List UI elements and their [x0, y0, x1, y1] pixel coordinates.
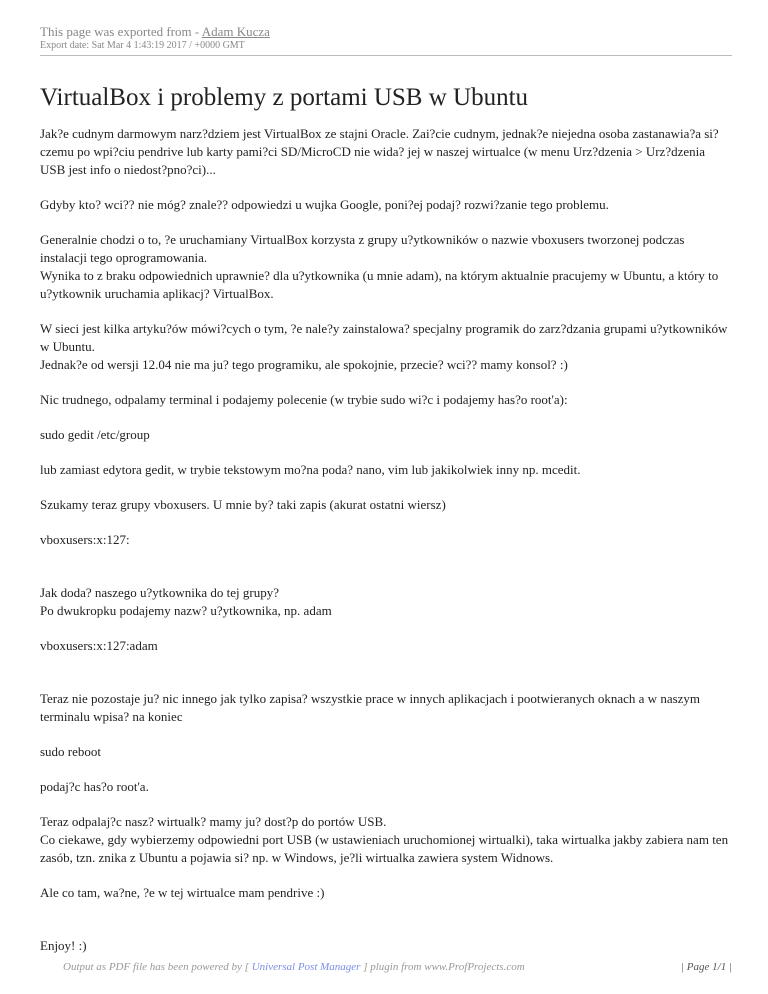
paragraph-explanation: Generalnie chodzi o to, ?e uruchamiany VirtualBox korzysta z grupy u?ytkowników o nazwie vboxusers tworzonej podczas instalacji tego oprogramowania. — [40, 232, 685, 265]
footer-note — [63, 961, 525, 973]
plugin-link[interactable]: Universal Post Manager — [251, 961, 361, 973]
command-reboot: sudo reboot — [40, 744, 102, 759]
paragraph-solution-intro: Gdyby kto? wci?? nie móg? znale?? odpowiedzi u wujka Google, poni?ej podaj? rozwi?zanie tego problemu. — [40, 197, 609, 212]
paragraph-root-password: podaj?c has?o root'a. — [40, 779, 149, 794]
site-name-link[interactable]: Adam Kucza — [201, 24, 270, 39]
paragraph-usb-access: Teraz odpalaj?c nasz? wirtualk? mamy ju? dost?p do portów USB. — [40, 814, 387, 829]
export-source-line — [40, 24, 730, 39]
article-title: VirtualBox i problemy z portami USB w Ubuntu — [40, 84, 529, 111]
export-prefix: This page was exported from - — [40, 24, 202, 39]
paragraph-terminal: Nic trudnego, odpalamy terminal i podajemy polecenie (w trybie sudo wi?c i podajemy has?o root'a): — [40, 392, 568, 407]
export-date: Export date: Sat Mar 4 1:43:19 2017 / +0000 GMT — [40, 40, 245, 51]
code-group-line: vboxusers:x:127: — [40, 532, 130, 547]
paragraph-add-user-question: Jak doda? naszego u?ytkownika do tej grupy? — [40, 585, 279, 600]
footer-suffix: ] plugin from www.ProfProjects.com — [360, 961, 525, 973]
paragraph-reboot-instructions: Teraz nie pozostaje ju? nic innego jak tylko zapisa? wszystkie prace w innych aplikacjach i pootwieranych oknach a w naszym terminalu wpisa? na koniec — [40, 691, 701, 724]
paragraph-editor: lub zamiast edytora gedit, w trybie tekstowym mo?na poda? nano, vim lub jakikolwiek inny np. mcedit. — [40, 462, 581, 477]
command-gedit: sudo gedit /etc/group — [40, 427, 150, 442]
paragraph-version: Jednak?e od wersji 12.04 nie ma ju? tego programiku, ale spokojnie, przecie? wci?? mamy konsol? :) — [40, 357, 568, 372]
page-footer — [0, 961, 768, 981]
paragraph-add-user-answer: Po dwukropku podajemy nazw? u?ytkownika, np. adam — [40, 603, 332, 618]
paragraph-permissions: Wynika to z braku odpowiednich uprawnie? dla u?ytkownika (u mnie adam), na którym aktualnie pracujemy w Ubuntu, a który to u?ytkownik uruchamia aplikacj? VirtualBox. — [40, 268, 719, 301]
article-body — [40, 125, 732, 955]
header-divider — [40, 55, 732, 56]
paragraph-intro: Jak?e cudnym darmowym narz?dziem jest VirtualBox ze stajni Oracle. Zai?cie cudnym, jednak?e niejedna osoba zastanawia?a si? czemu po wpi?ciu pendrive lub karty pami?ci SD/MicroCD nie wida? jej w naszej wirtualce (w menu Urz?dzenia > Urz?dzenia USB jest info o niedost?pno?ci)... — [40, 126, 719, 177]
code-group-line-with-user: vboxusers:x:127:adam — [40, 638, 158, 653]
page-number: | Page 1/1 | — [681, 961, 732, 973]
footer-prefix: Output as PDF file has been powered by [ — [63, 961, 252, 973]
paragraph-enjoy: Enjoy! :) — [40, 938, 87, 953]
paragraph-pendrive: Ale co tam, wa?ne, ?e w tej wirtualce mam pendrive :) — [40, 885, 325, 900]
export-header — [40, 24, 730, 52]
paragraph-articles: W sieci jest kilka artyku?ów mówi?cych o tym, ?e nale?y zainstalowa? specjalny programik do zarz?dzania grupami u?ytkowników w Ubuntu. — [40, 321, 728, 354]
paragraph-usb-note: Co ciekawe, gdy wybierzemy odpowiedni port USB (w ustawieniach uruchomionej wirtualki), taka wirtualka jakby zabiera nam ten zasób, tzn. znika z Ubuntu a pojawia si? np. w Windows, je?li wirtualka zawiera system Widnows. — [40, 832, 729, 865]
paragraph-search-group: Szukamy teraz grupy vboxusers. U mnie by? taki zapis (akurat ostatni wiersz) — [40, 497, 446, 512]
